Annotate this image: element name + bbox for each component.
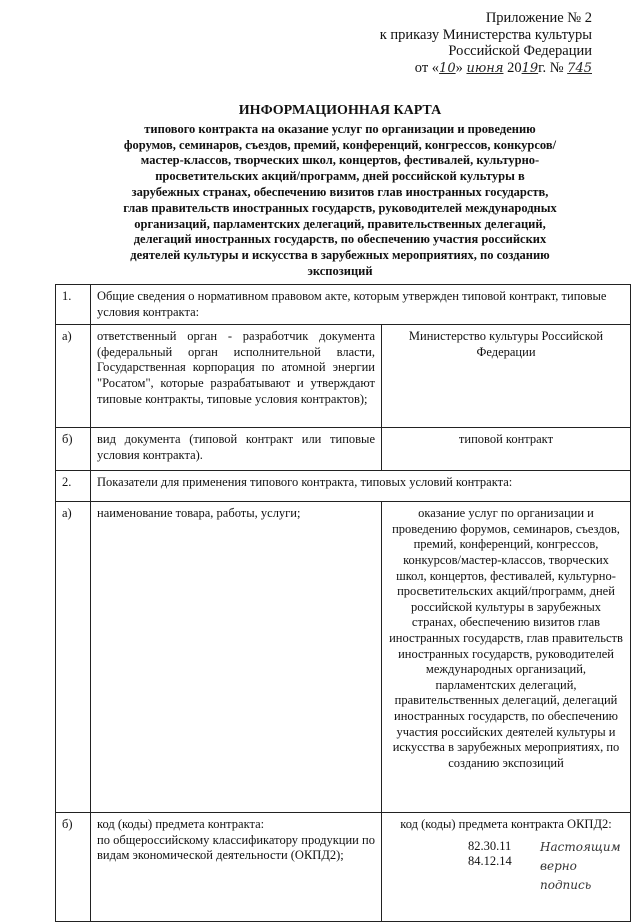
signature-line3: подпись bbox=[540, 878, 592, 892]
appendix-header bbox=[380, 10, 592, 77]
row-number: б) bbox=[56, 813, 91, 922]
document-subtitle: типового контракта на оказание услуг по организации и проведению форумов, семинаров, съездов, премий, конференций, конгрессов, конкурсов/мастер-классов, творческих школ, концертов, фестивалей, культурно-просветительских акций/программ, дней российской культуры в зарубежных странах, обеспечению визитов глав иностранных государств, глав правительств иностранных государств, руководителей международных организаций, парламентских делегаций, правительственных делегаций, делегаций иностранных государств, по обеспечению участия российских деятелей культуры и искусства в зарубежных мероприятиях, по созданию экспозиций bbox=[123, 121, 557, 278]
row-number: 2. bbox=[56, 471, 91, 502]
code-item: 82.30.11 bbox=[468, 838, 512, 853]
row-label bbox=[91, 813, 382, 922]
row-text: Общие сведения о нормативном правовом акте, которым утвержден типовой контракт, типовые условия контракта: bbox=[91, 285, 631, 325]
date-mid3: г. № bbox=[538, 59, 564, 76]
row-label: вид документа (типовой контракт или типовые условия контракта). bbox=[91, 428, 382, 471]
date-mid1: » bbox=[455, 59, 463, 76]
table-row bbox=[56, 285, 631, 325]
row-number: а) bbox=[56, 325, 91, 428]
row-label: наименование товара, работы, услуги; bbox=[91, 502, 382, 813]
document-title: ИНФОРМАЦИОННАЯ КАРТА bbox=[238, 103, 442, 118]
date-month-handwritten: июня bbox=[466, 60, 504, 76]
document-title-block bbox=[120, 103, 560, 280]
appendix-line1: Приложение № 2 bbox=[485, 10, 592, 26]
code-item: 84.12.14 bbox=[468, 854, 512, 869]
row-label-line2: по общероссийскому классификатору продукции по видам экономической деятельности (ОКПД2); bbox=[97, 832, 375, 863]
row-label: ответственный орган - разработчик документа (федеральный орган исполнительной власти, Государственная корпорация по атомной энергии "Росатом", которые разрабатывают и утверждают типовые контракты, типовые условия контрактов); bbox=[91, 325, 382, 428]
appendix-line3: Российской Федерации bbox=[448, 43, 592, 59]
table-row bbox=[56, 428, 631, 471]
row-label-line1: код (коды) предмета контракта: bbox=[97, 817, 265, 832]
row-number: а) bbox=[56, 502, 91, 813]
signature-line2: верно bbox=[540, 859, 577, 873]
row-number: б) bbox=[56, 428, 91, 471]
codes-title: код (коды) предмета контракта ОКПД2: bbox=[400, 817, 612, 832]
table-row bbox=[56, 471, 631, 502]
appendix-date-line bbox=[380, 60, 592, 78]
table-row bbox=[56, 325, 631, 428]
appendix-line2: к приказу Министерства культуры bbox=[379, 26, 592, 43]
row-text: Показатели для применения типового контракта, типовых условий контракта: bbox=[91, 471, 631, 502]
row-number: 1. bbox=[56, 285, 91, 325]
table-row bbox=[56, 502, 631, 813]
order-number-handwritten: 745 bbox=[567, 60, 592, 76]
row-value: типовой контракт bbox=[382, 428, 631, 471]
date-year-handwritten: 19 bbox=[521, 60, 539, 76]
signature-line1: Настоящим bbox=[540, 840, 621, 854]
information-card-table bbox=[55, 284, 631, 922]
row-value: Министерство культуры Российской Федерации bbox=[382, 325, 631, 428]
handwritten-signature bbox=[540, 838, 630, 895]
date-day-handwritten: 10 bbox=[439, 60, 456, 76]
date-mid2: 20 bbox=[507, 59, 522, 76]
row-value: оказание услуг по организации и проведению форумов, семинаров, съездов, премий, конференций, конгрессов, конкурсов/мастер-классов, творческих школ, концертов, фестивалей, культурно-просветительских акций/программ, дней российской культуры в зарубежных странах, обеспечению визитов глав иностранных государств, глав правительств иностранных государств, руководителей международных организаций, парламентских делегаций, правительственных делегаций, делегаций иностранных государств, по обеспечению участия российских деятелей культуры и искусства в зарубежных мероприятиях, по созданию экспозиций bbox=[382, 502, 631, 813]
date-prefix: от « bbox=[414, 59, 440, 76]
